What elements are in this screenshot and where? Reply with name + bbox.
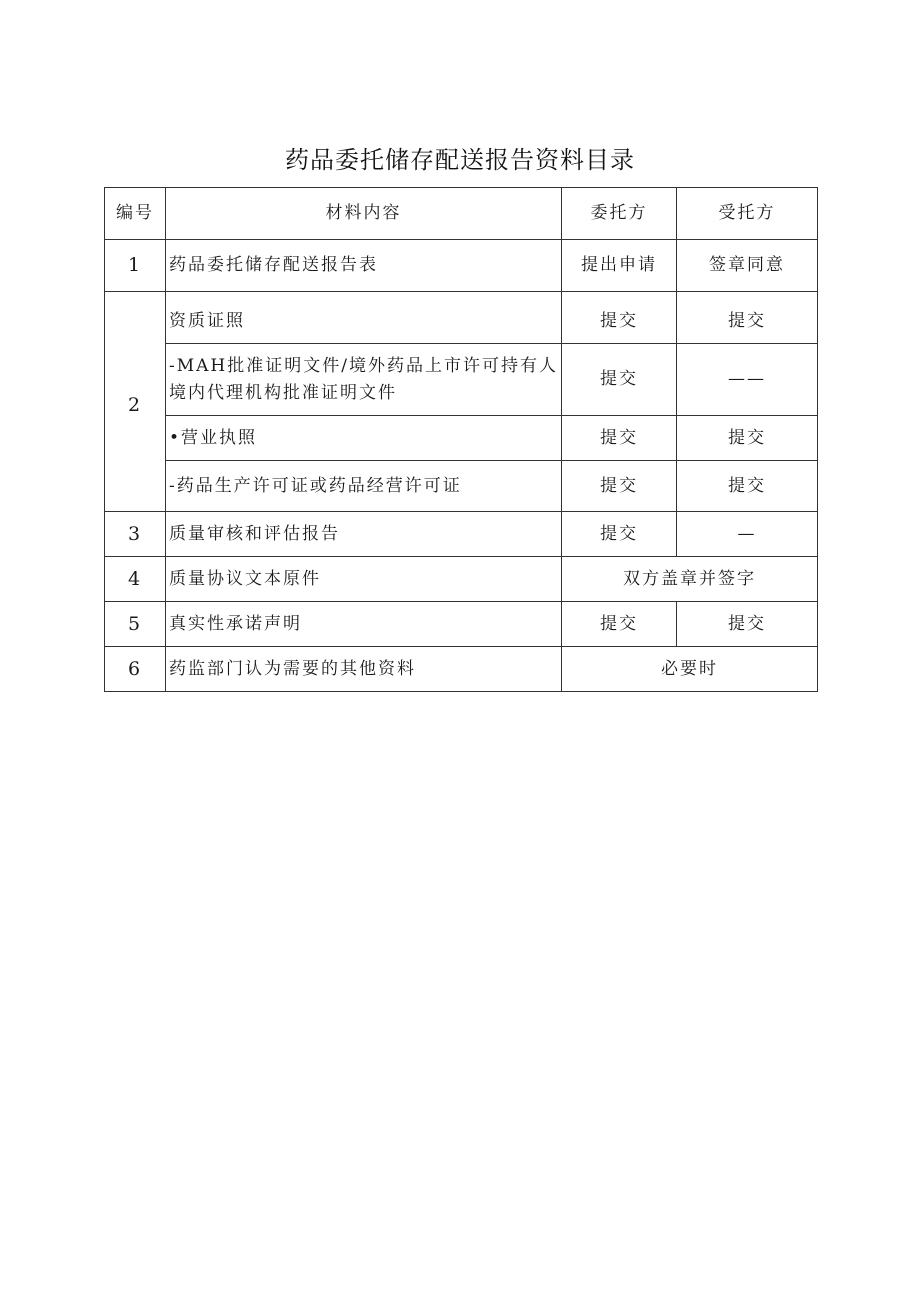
table-row xyxy=(105,240,818,292)
row-material: 质量协议文本原件 xyxy=(166,557,562,602)
row-client-action: 提出申请 xyxy=(562,240,677,292)
row-number: 5 xyxy=(105,602,166,647)
row-number: 1 xyxy=(105,240,166,292)
table-row xyxy=(105,461,818,512)
row-material: -MAH批准证明文件/境外药品上市许可持有人境内代理机构批准证明文件 xyxy=(166,344,562,416)
row-trustee-action: 提交 xyxy=(677,602,818,647)
table-row xyxy=(105,512,818,557)
row-number: 4 xyxy=(105,557,166,602)
table-row xyxy=(105,602,818,647)
row-trustee-action: 提交 xyxy=(677,292,818,344)
table-row xyxy=(105,647,818,692)
row-number: 2 xyxy=(105,292,166,512)
row-trustee-action: 提交 xyxy=(677,461,818,512)
row-material: 药监部门认为需要的其他资料 xyxy=(166,647,562,692)
row-material: •营业执照 xyxy=(166,416,562,461)
header-material: 材料内容 xyxy=(166,188,562,240)
row-client-action: 提交 xyxy=(562,461,677,512)
row-material: 药品委托储存配送报告表 xyxy=(166,240,562,292)
row-client-action: 提交 xyxy=(562,602,677,647)
row-trustee-action: —— xyxy=(677,344,818,416)
table-row xyxy=(105,557,818,602)
header-client: 委托方 xyxy=(562,188,677,240)
materials-table xyxy=(104,187,818,692)
row-trustee-action: 提交 xyxy=(677,416,818,461)
row-number: 6 xyxy=(105,647,166,692)
row-both-parties-action: 双方盖章并签字 xyxy=(562,557,818,602)
row-material: 真实性承诺声明 xyxy=(166,602,562,647)
row-number: 3 xyxy=(105,512,166,557)
row-material: -药品生产许可证或药品经营许可证 xyxy=(166,461,562,512)
row-client-action: 提交 xyxy=(562,512,677,557)
row-material: 质量审核和评估报告 xyxy=(166,512,562,557)
row-trustee-action: — xyxy=(677,512,818,557)
table-row xyxy=(105,344,818,416)
row-client-action: 提交 xyxy=(562,416,677,461)
row-trustee-action: 签章同意 xyxy=(677,240,818,292)
row-material: 资质证照 xyxy=(166,292,562,344)
row-client-action: 提交 xyxy=(562,344,677,416)
row-both-parties-action: 必要时 xyxy=(562,647,818,692)
row-client-action: 提交 xyxy=(562,292,677,344)
document-title: 药品委托储存配送报告资料目录 xyxy=(285,146,635,174)
header-number: 编号 xyxy=(105,188,166,240)
header-trustee: 受托方 xyxy=(677,188,818,240)
table-row xyxy=(105,292,818,344)
table-row xyxy=(105,416,818,461)
table-header-row xyxy=(105,188,818,240)
